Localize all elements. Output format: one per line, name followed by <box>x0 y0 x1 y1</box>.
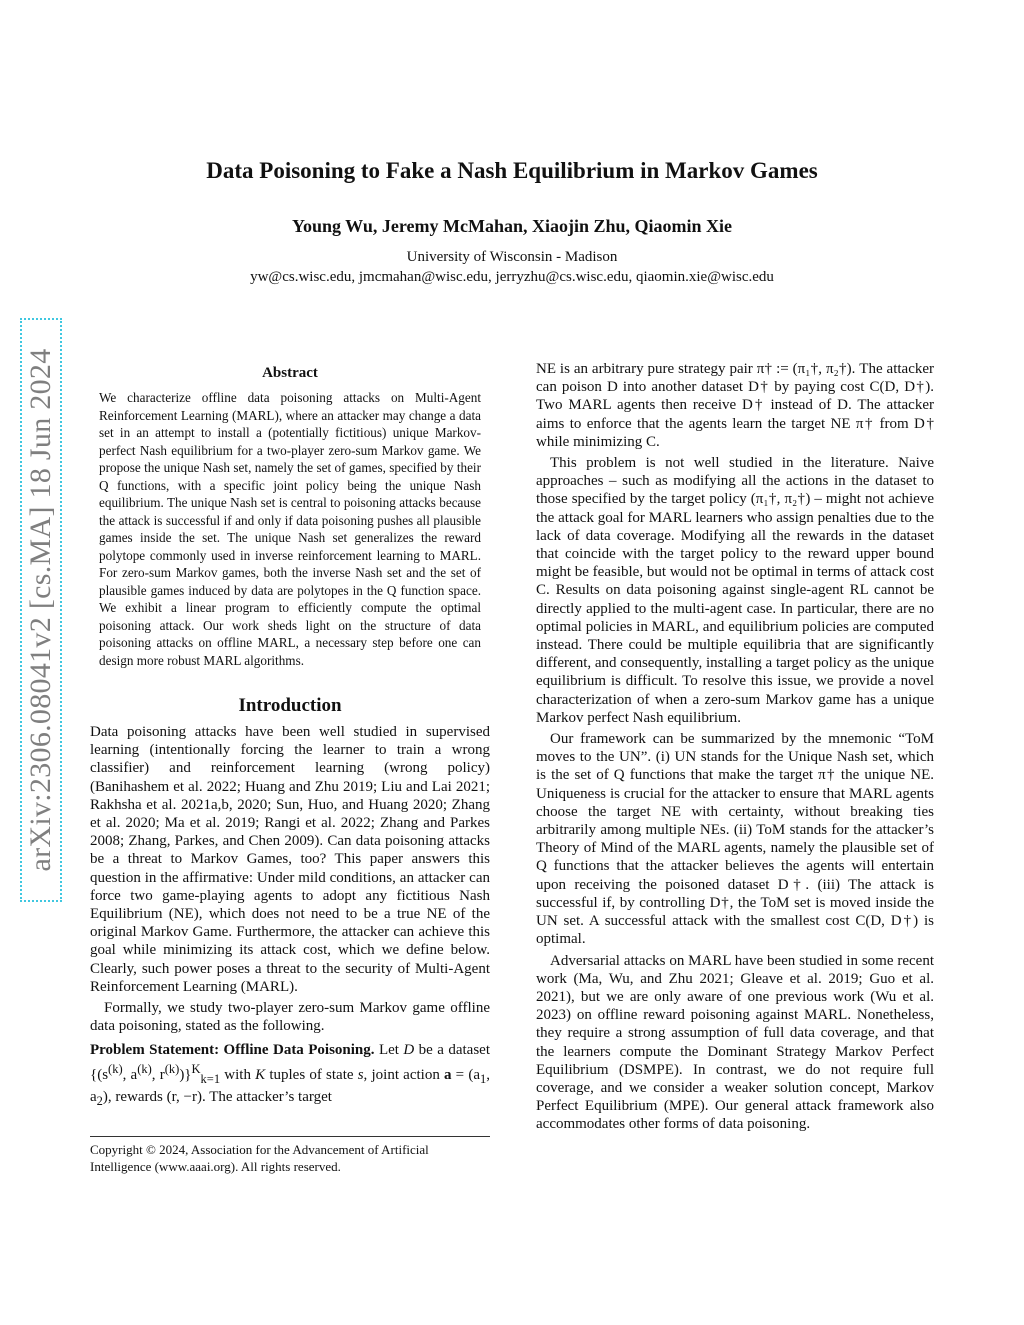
affiliation: University of Wisconsin - Madison <box>406 249 618 265</box>
right-paragraph-2: This problem is not well studied in the literature. Naive approaches – such as modifying all the actions in the dataset to those specified by the target policy (π₁†, π₂†) – might not achieve the attack goal for MARL learners who assign penalties due to the lack of data coverage. Modifying all the rewards in the dataset that coincide with the target policy to the reward upper bound might be feasible, but would not be optimal in terms of attack cost C. Results on data poisoning against single-agent RL cannot be directly applied to the multi-agent case. In particular, there are no optimal policies in MARL, and equilibrium policies are computed instead. There could be multiple equilibria that are significantly different, and consequently, installing a target policy as the unique equilibrium is difficult. To resolve this issue, we provide a novel characterization of when a zero-sum Markov game has a unique Markov perfect Nash equilibrium. <box>536 455 934 726</box>
abstract-heading: Abstract <box>262 365 318 381</box>
author-list: Young Wu, Jeremy McMahan, Xiaojin Zhu, Qiaomin Xie <box>291 216 733 236</box>
arxiv-identifier: arXiv:2306.08041v2 [cs.MA] 18 Jun 2024 <box>24 348 57 872</box>
paper-title: Data Poisoning to Fake a Nash Equilibrium in Markov Games <box>206 158 818 183</box>
right-paragraph-1: NE is an arbitrary pure strategy pair π† := (π₁†, π₂†). The attacker can poison D into another dataset D† by paying cost C(D, D†). Two MARL agents then receive D† instead of D. The attacker aims to enforce that the agents learn the target NE π† from D† while minimizing C. <box>536 361 934 450</box>
problem-statement: Problem Statement: Offline Data Poisoning. Let D be a dataset {($s^{(k)}$, $a^{(k)}$, $r^{(k)})\}^K_{k=1}$ with K tuples of state s, joint action $a = (a_1$, $a_2$), rewards (r, −r). The attacker’s target <box>90 1042 490 1108</box>
intro-paragraph-2: Formally, we study two-player zero-sum Markov game offline data poisoning, stated as the following. <box>90 1000 490 1035</box>
right-paragraph-4: Adversarial attacks on MARL have been studied in some recent work (Ma, Wu, and Zhu 2021; Gleave et al. 2019; Guo et al. 2021), but we are only aware of one previous work (Wu et al. 2023) on offline reward poisoning against MARL. Nonetheless, they require a strong assumption of full data coverage, and that the learners compute the Dominant Strategy Markov Perfect Equilibrium (DSMPE). In contrast, we do not require full coverage, and we consider a weaker solution concept, Markov Perfect Equilibrium (MPE). Our general attack framework also accommodates other forms of data poisoning. <box>536 952 934 1133</box>
right-column <box>536 360 934 1134</box>
arxiv-identifier-stamp <box>20 318 62 902</box>
abstract-text: We characterize offline data poisoning attacks on Multi-Agent Reinforcement Learning (MARL), where an attacker may change a data set in an attempt to install a (potentially fictitious) unique Markov-perfect Nash equilibrium for a two-player zero-sum Markov game. We propose the unique Nash set, namely the set of games, specified by their Q functions, with a specific joint policy being the unique Nash equilibrium. The unique Nash set is central to poisoning attacks because the attack is successful if and only if data poisoning pushes all plausible games inside the set. The unique Nash set generalizes the reward polytope commonly used in inverse reinforcement learning to MARL. For zero-sum Markov games, both the inverse Nash set and the set of plausible games induced by data are polytopes in the Q function space. We exhibit a linear program to efficiently compute the optimal poisoning attack. Our work sheds light on the structure of data poisoning attacks on offline MARL, a necessary step before one can design more robust MARL algorithms. <box>99 390 481 668</box>
affiliation-block <box>0 247 1024 287</box>
right-paragraph-3: Our framework can be summarized by the mnemonic “ToM moves to the UN”. (i) UN stands for the Unique Nash set, which is the set of Q functions that make the target π† the unique NE. Uniqueness is crucial for the attacker to ensure that MARL agents choose the target NE with certainty, without breaking ties arbitrarily among multiple NEs. (ii) ToM stands for the attacker’s Theory of Mind of the MARL agents, namely the plausible set of Q functions that the attacker believes the agents will entertain upon receiving the poisoned dataset D†. (iii) The attack is successful if, by controlling D†, the ToM set is moved inside the UN set. A successful attack with the smallest cost C(D, D†) is optimal. <box>536 731 934 948</box>
copyright-footnote: Copyright © 2024, Association for the Advancement of Artificial Intelligence (www.aaai.org). All rights reserved. <box>90 1136 490 1175</box>
left-column <box>90 360 490 1110</box>
introduction-heading: Introduction <box>238 695 342 716</box>
intro-paragraph-1: Data poisoning attacks have been well studied in supervised learning (intentionally forcing the learner to train a wrong classifier) and reinforcement learning (wrong policy) (Banihashem et al. 2022; Huang and Zhu 2019; Liu and Lai 2021; Rakhsha et al. 2021a,b, 2020; Sun, Huo, and Huang 2020; Zhang et al. 2020; Ma et al. 2019; Rangi et al. 2022; Zhang and Parkes 2008; Zhang, Parkes, and Chen 2009). Can data poisoning attacks be a threat to Markov Games, too? This paper answers this question in the affirmative: Under mild conditions, an attacker can force two game-playing agents to adopt any fictitious Nash Equilibrium (NE), which does not need to be a true NE of the original Markov Game. Furthermore, the attacker can achieve this goal while minimizing its attack cost, which we define below. Clearly, such power poses a threat to the security of Multi-Agent Reinforcement Learning (MARL). <box>90 724 490 995</box>
author-emails: yw@cs.wisc.edu, jmcmahan@wisc.edu, jerryzhu@cs.wisc.edu, qiaomin.xie@wisc.edu <box>250 269 774 285</box>
problem-statement-label: Problem Statement: Offline Data Poisoning. <box>90 1042 375 1059</box>
